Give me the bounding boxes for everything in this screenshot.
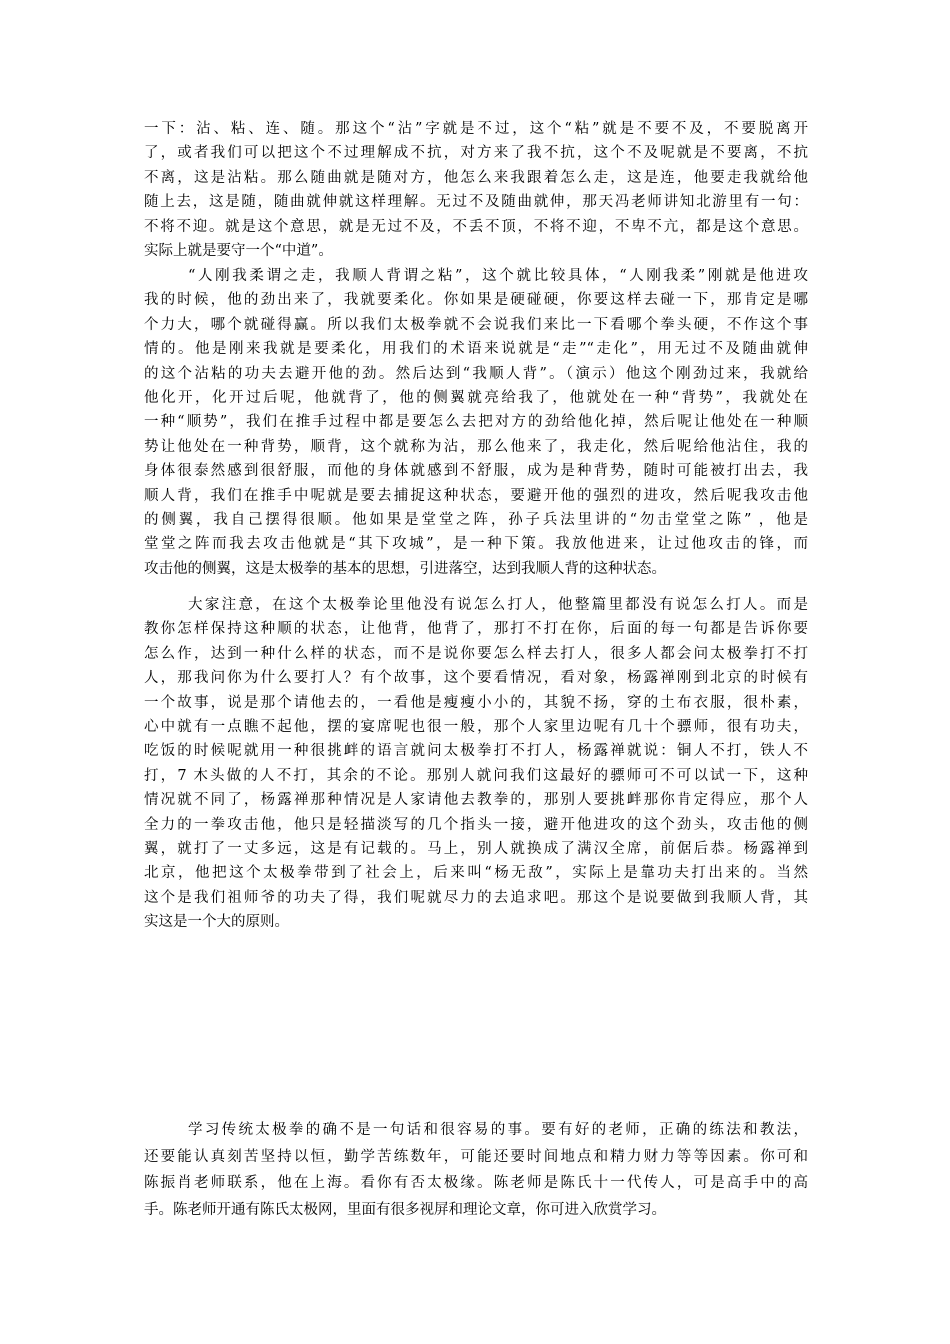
paragraph-1 <box>144 117 808 263</box>
text-line: 攻击他的侧翼，这是太极拳的基本的思想，引进落空，达到我顺人背的这种状态。 <box>144 560 666 577</box>
paragraph-4 <box>144 1117 808 1223</box>
text-line: 怎么作，达到一种什么样的状态，而不是说你要怎么样去打人，很多人都会问太极拳打不打 <box>144 645 808 662</box>
text-line: 我的时候，他的劲出来了，我就要柔化。你如果是硬碰硬，你要这样去碰一下，那肯定是哪 <box>144 292 808 309</box>
text-line: 情况就不同了，杨露禅那种情况是人家请他去教拳的，那别人要挑衅那你肯定得应，那个人 <box>144 792 808 809</box>
text-line: 这个是我们祖师爷的功夫了得，我们呢就尽力的去追求吧。那这个是说要做到我顺人背，其 <box>144 889 808 906</box>
text-line: 吃饭的时候呢就用一种很挑衅的语言就问太极拳打不打人，杨露禅就说：铜人不打，铁人不 <box>144 743 808 760</box>
text-line: 的侧翼，我自己摆得很顺。他如果是堂堂之阵，孙子兵法里讲的“勿击堂堂之陈” ，他是 <box>144 511 808 528</box>
text-line: 教你怎样保持这种顺的状态，让他背，他背了，那打不打在你，后面的每一句都是告诉你要 <box>144 621 808 638</box>
text-line: 情的。他是刚来我就是要柔化，用我们的术语来说就是“走”“走化”，用无过不及随曲就伸 <box>144 341 808 358</box>
text-line: “人刚我柔谓之走，我顺人背谓之粘”，这个就比较具体，“人刚我柔”刚就是他进攻 <box>188 268 808 284</box>
text-line: 还要能认真刻苦坚持以恒，勤学苦练数年，可能还要时间地点和精力财力等等因素。你可和 <box>144 1148 808 1165</box>
text-line: 大家注意，在这个太极拳论里他没有说怎么打人，他整篇里都没有说怎么打人。而是 <box>188 597 808 613</box>
text-line: 北京，他把这个太极拳带到了社会上，后来叫“杨无敌”，实际上是靠功夫打出来的。当然 <box>144 865 808 882</box>
text-line: 势让他处在一种背势，顺背，这个就称为沾，那么他来了，我走化，然后呢给他沾住，我的 <box>144 438 808 455</box>
paragraph-2 <box>144 264 808 581</box>
text-line: 不离，这是沾粘。那么随曲就是随对方，他怎么来我跟着怎么走，这是连，他要走我就给他 <box>144 169 808 186</box>
text-line: 打，7 木头做的人不打，其余的不论。那别人就问我们这最好的骠师可不可以试一下，这种 <box>144 767 808 784</box>
text-line: 不将不迎。就是这个意思，就是无过不及，不丢不顶，不将不迎，不卑不亢，都是这个意思。 <box>144 218 808 235</box>
text-line: 身体很泰然感到很舒服，而他的身体就感到不舒服，成为是种背势，随时可能被打出去，我 <box>144 463 808 480</box>
paragraph-3 <box>144 593 808 934</box>
text-line: 全力的一拳攻击他，他只是轻描淡写的几个指头一接，避开他进攻的这个劲头，攻击他的侧 <box>144 816 808 833</box>
text-line: 一种“顺势”，我们在推手过程中都是要怎么去把对方的劲给他化掉，然后呢让他处在一种顺 <box>144 414 808 431</box>
text-line: 人，那我问你为什么要打人？有个故事，这个要看情况，看对象，杨露禅刚到北京的时候有 <box>144 670 808 687</box>
text-line: 随上去，这是随，随曲就伸就这样理解。无过不及随曲就伸，那天冯老师讲知北游里有一句： <box>144 194 808 211</box>
text-line: 个力大，哪个就碰得赢。所以我们太极拳就不会说我们来比一下看哪个拳头硬，不作这个事 <box>144 316 808 333</box>
text-line: 堂堂之阵而我去攻击他就是“其下攻城”，是一种下策。我放他进来，让过他攻击的锋，而 <box>144 536 808 553</box>
text-line: 翼，就打了一丈多远，这是有记载的。马上，别人就换成了满汉全席，前倨后恭。杨露禅到 <box>144 840 808 857</box>
text-line: 手。陈老师开通有陈氏太极网，里面有很多视屏和理论文章，你可进入欣赏学习。 <box>144 1201 666 1218</box>
text-line: 学习传统太极拳的确不是一句话和很容易的事。要有好的老师，正确的练法和教法， <box>188 1122 808 1138</box>
text-line: 心中就有一点瞧不起他，摆的宴席呢也很一般，那个人家里边呢有几十个骠师，很有功夫， <box>144 718 808 735</box>
text-line: 实这是一个大的原则。 <box>144 914 289 931</box>
text-line: 了，或者我们可以把这个不过理解成不抗，对方来了我不抗，这个不及呢就是不要离，不抗 <box>144 145 808 162</box>
text-line: 顺人背，我们在推手中呢就是要去捕捉这种状态，要避开他的强烈的进攻，然后呢我攻击他 <box>144 487 808 504</box>
text-line: 陈振肖老师联系，他在上海。看你有否太极缘。陈老师是陈氏十一代传人，可是高手中的高 <box>144 1175 808 1191</box>
text-line: 一个故事，说是那个请他去的，一看他是瘦瘦小小的，其貌不扬，穿的土布衣服，很朴素， <box>144 694 808 711</box>
text-line: 的这个沾粘的功夫去避开他的劲。然后达到“我顺人背”。（演示）他这个刚劲过来，我就给 <box>144 365 808 382</box>
text-line: 他化开，化开过后呢，他就背了，他的侧翼就亮给我了，他就处在一种“背势”，我就处在 <box>144 389 808 406</box>
text-line: 一下：沾、粘、连、随。那这个“沾”字就是不过，这个“粘”就是不要不及，不要脱离开 <box>144 121 808 137</box>
text-line: 实际上就是要守一个“中道”。 <box>144 242 333 259</box>
